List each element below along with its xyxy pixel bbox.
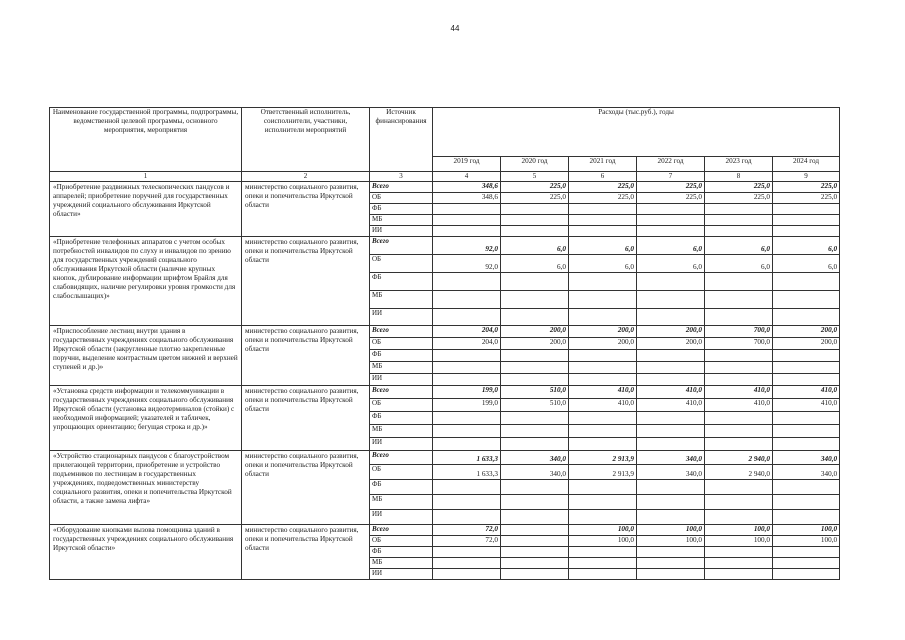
ob-value: 6,0 [773,255,840,273]
ob-value: 225,0 [501,193,569,204]
funding-source: ФБ [370,273,433,291]
value-cell [705,350,773,362]
funding-source: Всего [370,386,433,399]
funding-source: ФБ [370,547,433,558]
total-value: 1 633,3 [433,451,501,465]
value-cell [433,204,501,215]
value-cell [637,558,705,569]
value-cell [433,480,501,495]
value-cell [501,558,569,569]
value-cell [705,374,773,386]
value-cell [433,226,501,237]
value-cell [501,273,569,291]
value-cell [705,569,773,580]
ob-value: 72,0 [433,536,501,547]
year-header: 2023 год [705,157,773,172]
column-number: 3 [370,172,433,182]
funding-source: ФБ [370,350,433,362]
ob-value: 225,0 [773,193,840,204]
total-value: 410,0 [637,386,705,399]
column-number: 9 [773,172,840,182]
funding-source: ИИ [370,510,433,525]
budget-table [49,107,840,580]
value-cell [501,309,569,326]
value-cell [705,309,773,326]
value-cell [637,350,705,362]
col-header-expenses: Расходы (тыс.руб.), годы [433,108,840,157]
value-cell [637,204,705,215]
column-number: 8 [705,172,773,182]
value-cell [501,510,569,525]
value-cell [569,425,637,438]
value-cell [705,412,773,425]
value-cell [773,495,840,510]
value-cell [569,510,637,525]
value-cell [569,215,637,226]
total-value: 6,0 [705,237,773,255]
value-cell [705,273,773,291]
value-cell [637,510,705,525]
activity-name: «Установка средств информации и телекоммуникации в государственных учреждениях социального обслуживания Иркутской области (установка видеотерминалов (стойки) с необходимой информацией; указателей и табличек, упрощающих ориентацию; бегущая строка и др.)» [50,386,242,451]
ob-value: 225,0 [637,193,705,204]
value-cell [569,558,637,569]
funding-source: ИИ [370,309,433,326]
table-row [50,237,840,255]
value-cell [433,350,501,362]
value-cell [569,273,637,291]
executor: министерство социального развития, опеки и попечительства Иркутской области [242,386,370,451]
value-cell [569,309,637,326]
value-cell [637,547,705,558]
total-value: 100,0 [637,525,705,536]
funding-source: МБ [370,215,433,226]
funding-source: ФБ [370,412,433,425]
value-cell [773,204,840,215]
value-cell [773,273,840,291]
value-cell [501,412,569,425]
value-cell [433,425,501,438]
value-cell [773,291,840,309]
table-row [50,525,840,536]
value-cell [433,309,501,326]
ob-value: 200,0 [501,338,569,350]
total-value: 6,0 [501,237,569,255]
column-number: 4 [433,172,501,182]
value-cell [569,569,637,580]
value-cell [773,412,840,425]
value-cell [569,226,637,237]
value-cell [705,510,773,525]
funding-source: МБ [370,425,433,438]
total-value: 200,0 [637,326,705,338]
funding-source: ИИ [370,569,433,580]
value-cell [433,558,501,569]
total-value: 410,0 [773,386,840,399]
total-value: 225,0 [501,182,569,193]
total-value: 200,0 [773,326,840,338]
ob-value: 340,0 [773,465,840,480]
value-cell [773,510,840,525]
ob-value: 348,6 [433,193,501,204]
value-cell [501,495,569,510]
ob-value: 6,0 [705,255,773,273]
ob-value: 510,0 [501,399,569,412]
value-cell [705,438,773,451]
col-header-name: Наименование государственной программы, подпрограммы, ведомственной целевой программы, основного мероприятия, мероприятия [50,108,242,172]
ob-value: 200,0 [773,338,840,350]
value-cell [637,438,705,451]
value-cell [433,569,501,580]
value-cell [637,309,705,326]
year-header: 2019 год [433,157,501,172]
total-value: 100,0 [773,525,840,536]
value-cell [637,495,705,510]
ob-value: 225,0 [569,193,637,204]
funding-source: Всего [370,237,433,255]
funding-source: Всего [370,451,433,465]
value-cell [637,226,705,237]
value-cell [705,547,773,558]
ob-value [501,536,569,547]
funding-source: Всего [370,182,433,193]
ob-value: 204,0 [433,338,501,350]
executor: министерство социального развития, опеки и попечительства Иркутской области [242,525,370,580]
ob-value: 225,0 [705,193,773,204]
total-value: 410,0 [569,386,637,399]
value-cell [637,425,705,438]
value-cell [433,495,501,510]
column-number: 6 [569,172,637,182]
ob-value: 92,0 [433,255,501,273]
total-value [501,525,569,536]
value-cell [569,350,637,362]
total-value: 225,0 [705,182,773,193]
funding-source: МБ [370,362,433,374]
value-cell [433,412,501,425]
total-value: 92,0 [433,237,501,255]
column-number: 2 [242,172,370,182]
value-cell [569,291,637,309]
value-cell [773,350,840,362]
total-value: 204,0 [433,326,501,338]
value-cell [637,374,705,386]
funding-source: Всего [370,525,433,536]
value-cell [501,362,569,374]
ob-value: 200,0 [637,338,705,350]
activity-name: «Приспособление лестниц внутри здания в государственных учреждениях социального обслуживания Иркутской области (закругленные плотно закрепленные поручни, выделение контрастным цветом нижней и верхней ступеней и др.)» [50,326,242,386]
value-cell [637,362,705,374]
value-cell [433,362,501,374]
value-cell [433,215,501,226]
value-cell [773,558,840,569]
value-cell [773,438,840,451]
ob-value: 340,0 [637,465,705,480]
funding-source: ОБ [370,465,433,480]
value-cell [705,215,773,226]
total-value: 340,0 [773,451,840,465]
funding-source: МБ [370,558,433,569]
value-cell [433,273,501,291]
value-cell [501,350,569,362]
total-value: 700,0 [705,326,773,338]
value-cell [637,291,705,309]
total-value: 348,6 [433,182,501,193]
total-value: 72,0 [433,525,501,536]
value-cell [773,480,840,495]
value-cell [433,510,501,525]
ob-value: 410,0 [773,399,840,412]
value-cell [773,425,840,438]
value-cell [569,412,637,425]
year-header: 2021 год [569,157,637,172]
value-cell [705,425,773,438]
value-cell [637,215,705,226]
total-value: 6,0 [773,237,840,255]
total-value: 200,0 [501,326,569,338]
activity-name: «Устройство стационарных пандусов с благоустройством прилегающей территории, приобретение и устройство подъемников по лестницам в государственных учреждениях, подведомственных министерству социального развития, опеки и попечительства Иркутской области, а также замена лифта» [50,451,242,525]
table-row [50,451,840,465]
funding-source: ОБ [370,255,433,273]
ob-value: 340,0 [501,465,569,480]
value-cell [773,547,840,558]
total-value: 340,0 [501,451,569,465]
ob-value: 100,0 [637,536,705,547]
col-header-executor: Ответственный исполнитель, соисполнители, участники, исполнители мероприятий [242,108,370,172]
value-cell [501,374,569,386]
total-value: 510,0 [501,386,569,399]
value-cell [501,547,569,558]
page-number: 44 [450,24,460,33]
value-cell [433,547,501,558]
value-cell [501,291,569,309]
ob-value: 199,0 [433,399,501,412]
total-value: 340,0 [637,451,705,465]
value-cell [705,362,773,374]
year-header: 2024 год [773,157,840,172]
funding-source: ФБ [370,204,433,215]
value-cell [569,547,637,558]
funding-source: ОБ [370,193,433,204]
ob-value: 100,0 [773,536,840,547]
value-cell [637,480,705,495]
executor: министерство социального развития, опеки и попечительства Иркутской области [242,237,370,326]
funding-source: ОБ [370,338,433,350]
value-cell [705,558,773,569]
value-cell [569,204,637,215]
ob-value: 100,0 [705,536,773,547]
total-value: 2 913,9 [569,451,637,465]
ob-value: 2 913,9 [569,465,637,480]
total-value: 100,0 [569,525,637,536]
activity-name: «Приобретение раздвижных телескопических пандусов и аппарелей; приобретение поручней для государственных учреждений социального обслуживания Иркутской области» [50,182,242,237]
total-value: 2 940,0 [705,451,773,465]
ob-value: 2 940,0 [705,465,773,480]
funding-source: Всего [370,326,433,338]
year-header: 2022 год [637,157,705,172]
funding-source: ИИ [370,438,433,451]
value-cell [705,291,773,309]
column-number-row [50,172,840,182]
total-value: 6,0 [569,237,637,255]
value-cell [569,480,637,495]
table-row [50,326,840,338]
value-cell [501,569,569,580]
ob-value: 6,0 [501,255,569,273]
ob-value: 1 633,3 [433,465,501,480]
value-cell [637,412,705,425]
value-cell [637,273,705,291]
funding-source: ИИ [370,226,433,237]
activity-name: «Оборудование кнопками вызова помощника зданий в государственных учреждениях социального обслуживания Иркутской области» [50,525,242,580]
value-cell [433,291,501,309]
total-value: 225,0 [637,182,705,193]
column-number: 1 [50,172,242,182]
total-value: 200,0 [569,326,637,338]
value-cell [705,204,773,215]
funding-source: ИИ [370,374,433,386]
funding-source: ФБ [370,480,433,495]
ob-value: 410,0 [705,399,773,412]
value-cell [569,495,637,510]
funding-source: МБ [370,495,433,510]
value-cell [501,480,569,495]
ob-value: 700,0 [705,338,773,350]
value-cell [773,215,840,226]
value-cell [501,215,569,226]
total-value: 410,0 [705,386,773,399]
value-cell [569,374,637,386]
value-cell [705,226,773,237]
value-cell [705,480,773,495]
value-cell [569,362,637,374]
executor: министерство социального развития, опеки и попечительства Иркутской области [242,451,370,525]
funding-source: ОБ [370,399,433,412]
ob-value: 410,0 [569,399,637,412]
value-cell [773,569,840,580]
total-value: 6,0 [637,237,705,255]
column-number: 5 [501,172,569,182]
value-cell [569,438,637,451]
total-value: 225,0 [773,182,840,193]
year-header: 2020 год [501,157,569,172]
value-cell [433,374,501,386]
ob-value: 100,0 [569,536,637,547]
header-row [50,108,840,157]
executor: министерство социального развития, опеки и попечительства Иркутской области [242,326,370,386]
total-value: 199,0 [433,386,501,399]
col-header-source: Источник финансирования [370,108,433,172]
value-cell [637,569,705,580]
column-number: 7 [637,172,705,182]
value-cell [501,438,569,451]
value-cell [501,204,569,215]
value-cell [773,362,840,374]
activity-name: «Приобретение телефонных аппаратов с учетом особых потребностей инвалидов по слуху и инвалидов по зрению для государственных учреждений социального обслуживания Иркутской области (наличие крупных кнопок, дублирование информации шрифтом Брайля для слабовидящих, наличие регулировки уровня громкости для слабослышащих)» [50,237,242,326]
value-cell [433,438,501,451]
ob-value: 200,0 [569,338,637,350]
value-cell [501,425,569,438]
value-cell [705,495,773,510]
value-cell [501,226,569,237]
value-cell [773,374,840,386]
ob-value: 6,0 [569,255,637,273]
value-cell [773,226,840,237]
funding-source: ОБ [370,536,433,547]
executor: министерство социального развития, опеки и попечительства Иркутской области [242,182,370,237]
table-row [50,182,840,193]
ob-value: 6,0 [637,255,705,273]
table-row [50,386,840,399]
value-cell [773,309,840,326]
total-value: 225,0 [569,182,637,193]
ob-value: 410,0 [637,399,705,412]
funding-source: МБ [370,291,433,309]
total-value: 100,0 [705,525,773,536]
